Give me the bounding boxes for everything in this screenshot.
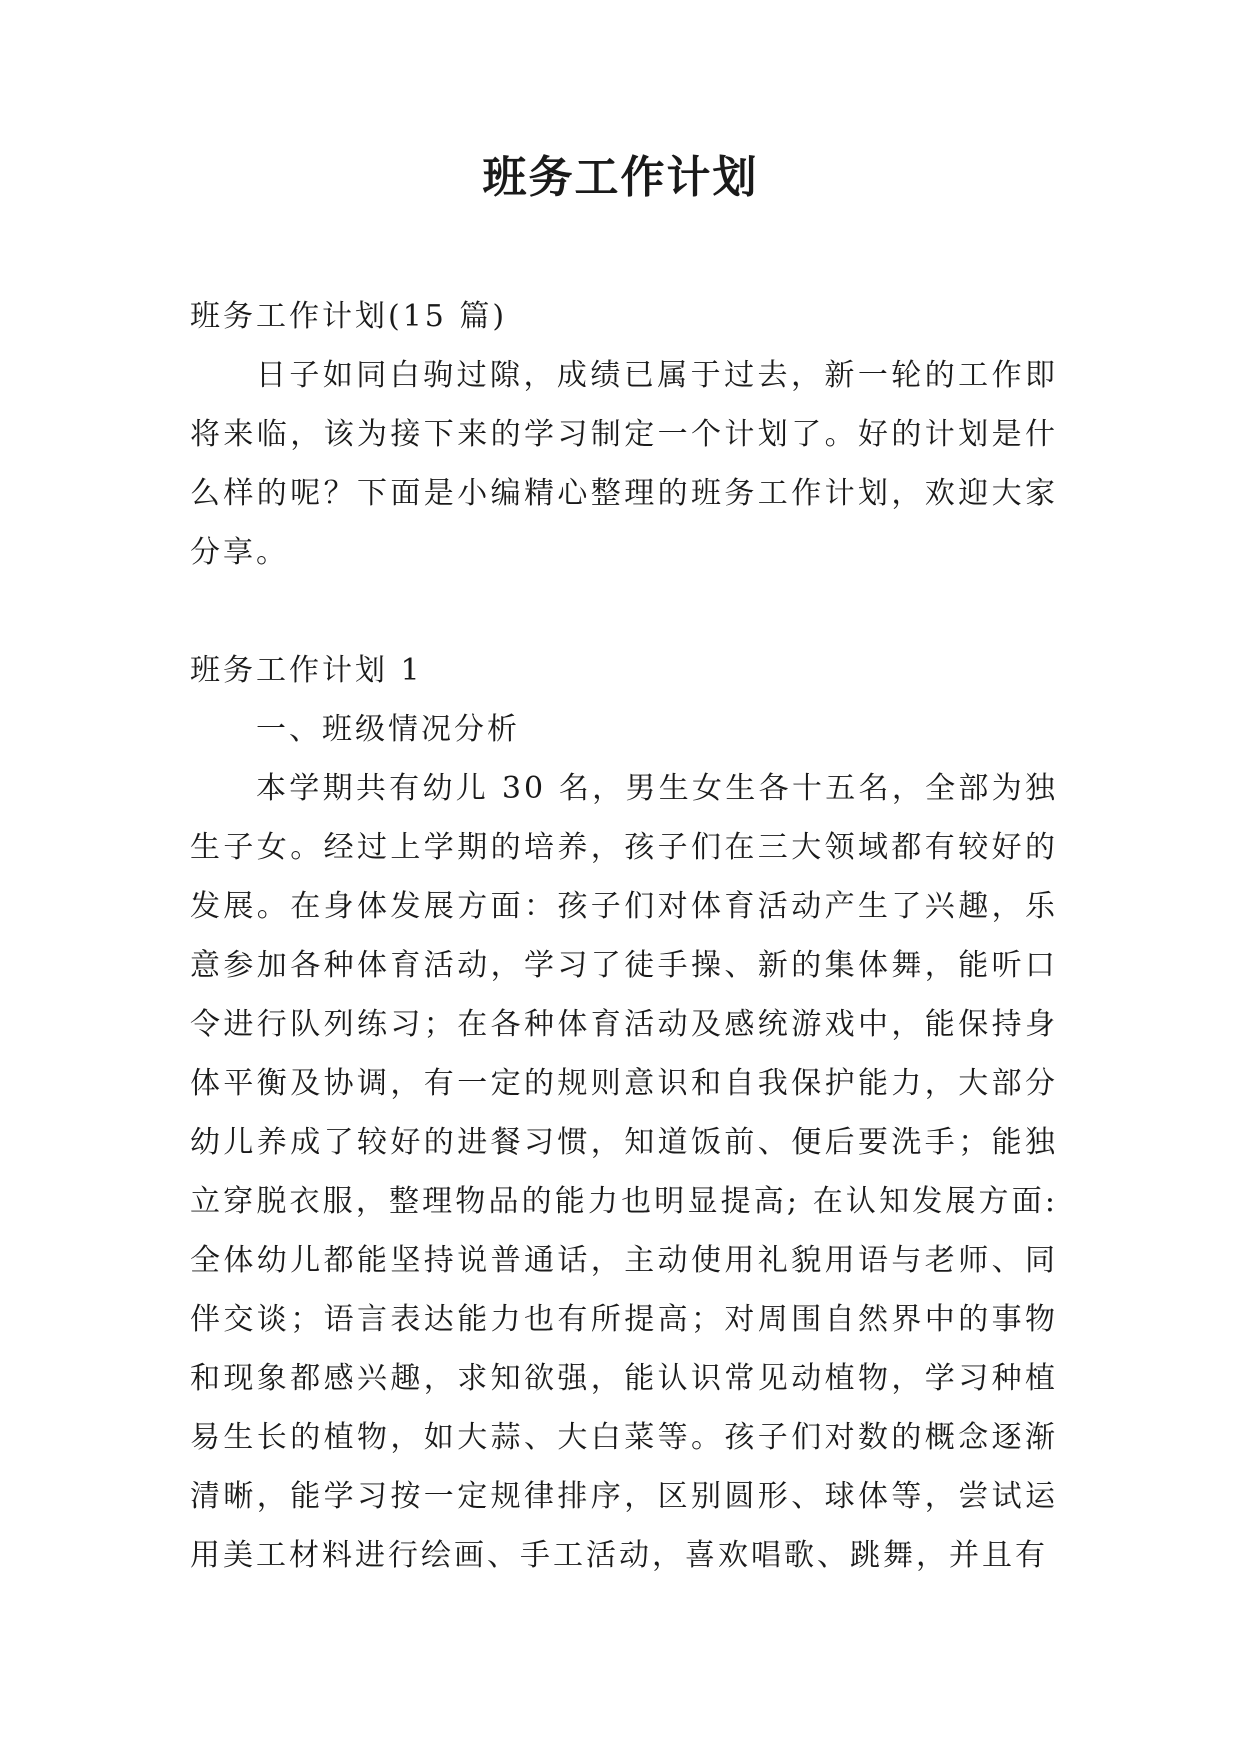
document-subtitle: 班务工作计划(15 篇) <box>190 299 508 334</box>
paragraph-spacer <box>190 582 1058 641</box>
intro-paragraph: 日子如同白驹过隙，成绩已属于过去，新一轮的工作即将来临，该为接下来的学习制定一个计划了。好的计划是什么样的呢？下面是小编精心整理的班务工作计划，欢迎大家分享。 <box>190 358 1058 570</box>
section-heading: 一、班级情况分析 <box>256 712 520 747</box>
document-title: 班务工作计划 <box>482 152 759 203</box>
section-title: 班务工作计划 1 <box>190 653 423 688</box>
document-body <box>190 287 1058 1585</box>
section-paragraph: 本学期共有幼儿 30 名，男生女生各十五名，全部为独生子女。经过上学期的培养，孩子们在三大领域都有较好的发展。在身体发展方面：孩子们对体育活动产生了兴趣，乐意参加各种体育活动，学习了徒手操、新的集体舞，能听口令进行队列练习；在各种体育活动及感统游戏中，能保持身体平衡及协调，有一定的规则意识和自我保护能力，大部分幼儿养成了较好的进餐习惯，知道饭前、便后要洗手；能独立穿脱衣服，整理物品的能力也明显提高; 在认知发展方面: 全体幼儿都能坚持说普通话，主动使用礼貌用语与老师、同伴交谈；语言表达能力也有所提高；对周围自然界中的事物和现象都感兴趣，求知欲强，能认识常见动植物，学习种植易生长的植物，如大蒜、大白菜等。孩子们对数的概念逐渐清晰，能学习按一定规律排序，区别圆形、球体等，尝试运用美工材料进行绘画、手工活动，喜欢唱歌、跳舞，并且有 <box>190 771 1058 1573</box>
